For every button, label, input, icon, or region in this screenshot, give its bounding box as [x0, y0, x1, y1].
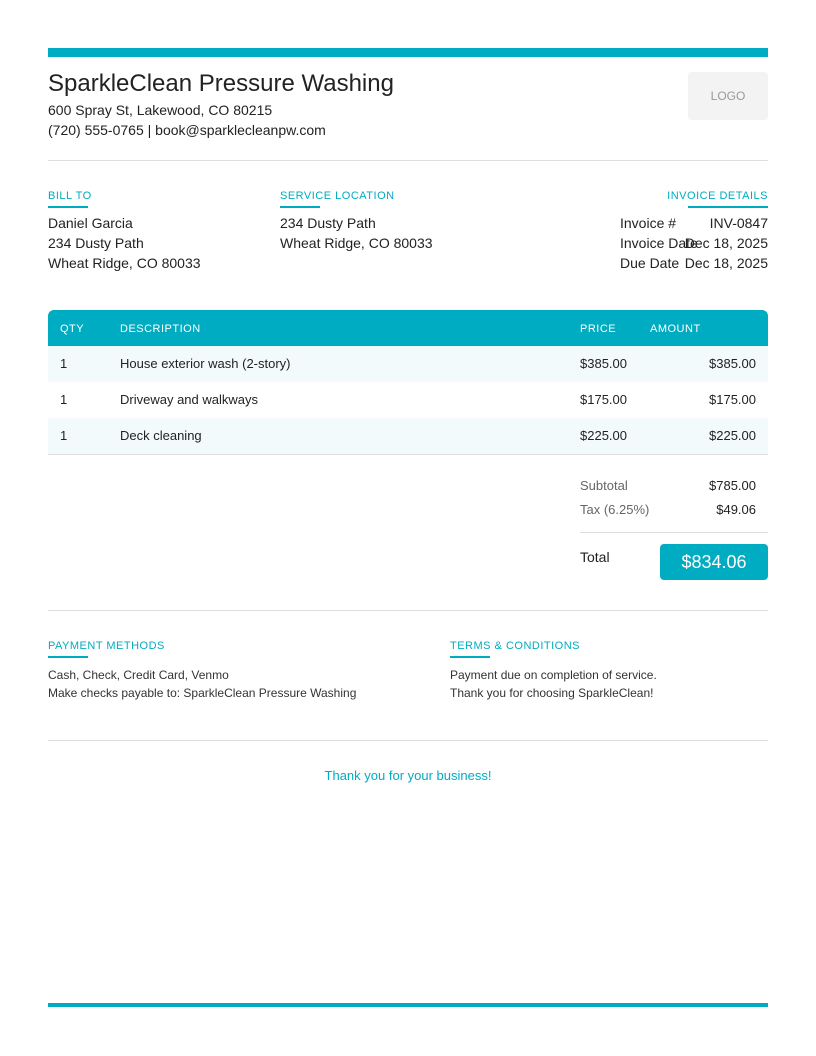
invoice-date-value: Dec 18, 2025	[684, 235, 768, 251]
qty: 1	[60, 392, 68, 407]
amount: $385.00	[709, 356, 756, 371]
divider	[48, 610, 768, 611]
invoice-details-label: INVOICE DETAILS	[667, 190, 768, 202]
due-date-value: Dec 18, 2025	[684, 255, 768, 271]
header-price: PRICE	[580, 323, 617, 335]
company-address: 600 Spray St, Lakewood, CO 80215	[48, 102, 273, 118]
tax-label: Tax (6.25%)	[580, 502, 650, 517]
bill-to-label: BILL TO	[48, 190, 92, 202]
description: Deck cleaning	[120, 428, 202, 443]
header-amount: AMOUNT	[650, 323, 701, 335]
logo-placeholder: LOGO	[688, 72, 768, 120]
service-location-label: SERVICE LOCATION	[280, 190, 395, 202]
payment-checks: Make checks payable to: SparkleClean Pressure Washing	[48, 686, 357, 700]
label-underline	[688, 206, 768, 208]
subtotal-label: Subtotal	[580, 478, 628, 493]
description: Driveway and walkways	[120, 392, 258, 407]
terms-label: TERMS & CONDITIONS	[450, 640, 581, 652]
service-city: Wheat Ridge, CO 80033	[280, 235, 433, 251]
thank-you-message: Thank you for your business!	[324, 768, 492, 783]
qty: 1	[60, 428, 68, 443]
tax-value: $49.06	[716, 502, 756, 517]
price: $385.00	[580, 356, 627, 371]
label-underline	[280, 206, 320, 208]
price: $225.00	[580, 428, 627, 443]
amount: $175.00	[709, 392, 756, 407]
total-value: $834.06	[660, 544, 768, 580]
totals-divider	[580, 532, 768, 533]
table-row	[48, 418, 768, 455]
table-row	[48, 346, 768, 382]
bill-to-name: Daniel Garcia	[48, 215, 133, 231]
label-underline	[48, 656, 88, 658]
table-row	[48, 382, 768, 418]
bottom-accent-bar	[48, 1003, 768, 1007]
due-date-label: Due Date	[620, 255, 680, 271]
label-underline	[48, 206, 88, 208]
terms-line: Payment due on completion of service.	[450, 668, 657, 682]
qty: 1	[60, 356, 68, 371]
subtotal-value: $785.00	[709, 478, 756, 493]
header-qty: QTY	[60, 323, 85, 335]
company-contact: (720) 555-0765 | book@sparklecleanpw.com	[48, 122, 326, 138]
description: House exterior wash (2-story)	[120, 356, 291, 371]
terms-line: Thank you for choosing SparkleClean!	[450, 686, 654, 700]
invoice-date-label: Invoice Date	[620, 235, 698, 251]
amount: $225.00	[709, 428, 756, 443]
total-label: Total	[580, 549, 610, 565]
divider	[48, 740, 768, 741]
table-header	[48, 310, 768, 346]
header-description: DESCRIPTION	[120, 323, 201, 335]
company-name: SparkleClean Pressure Washing	[48, 70, 394, 97]
payment-methods-label: PAYMENT METHODS	[48, 640, 165, 652]
top-accent-bar	[48, 48, 768, 57]
price: $175.00	[580, 392, 627, 407]
label-underline	[450, 656, 490, 658]
payment-methods: Cash, Check, Credit Card, Venmo	[48, 668, 229, 682]
service-street: 234 Dusty Path	[280, 215, 376, 231]
invoice-number-value: INV-0847	[709, 215, 768, 231]
divider	[48, 160, 768, 161]
invoice-number-label: Invoice #	[620, 215, 677, 231]
bill-to-street: 234 Dusty Path	[48, 235, 144, 251]
bill-to-city: Wheat Ridge, CO 80033	[48, 255, 201, 271]
